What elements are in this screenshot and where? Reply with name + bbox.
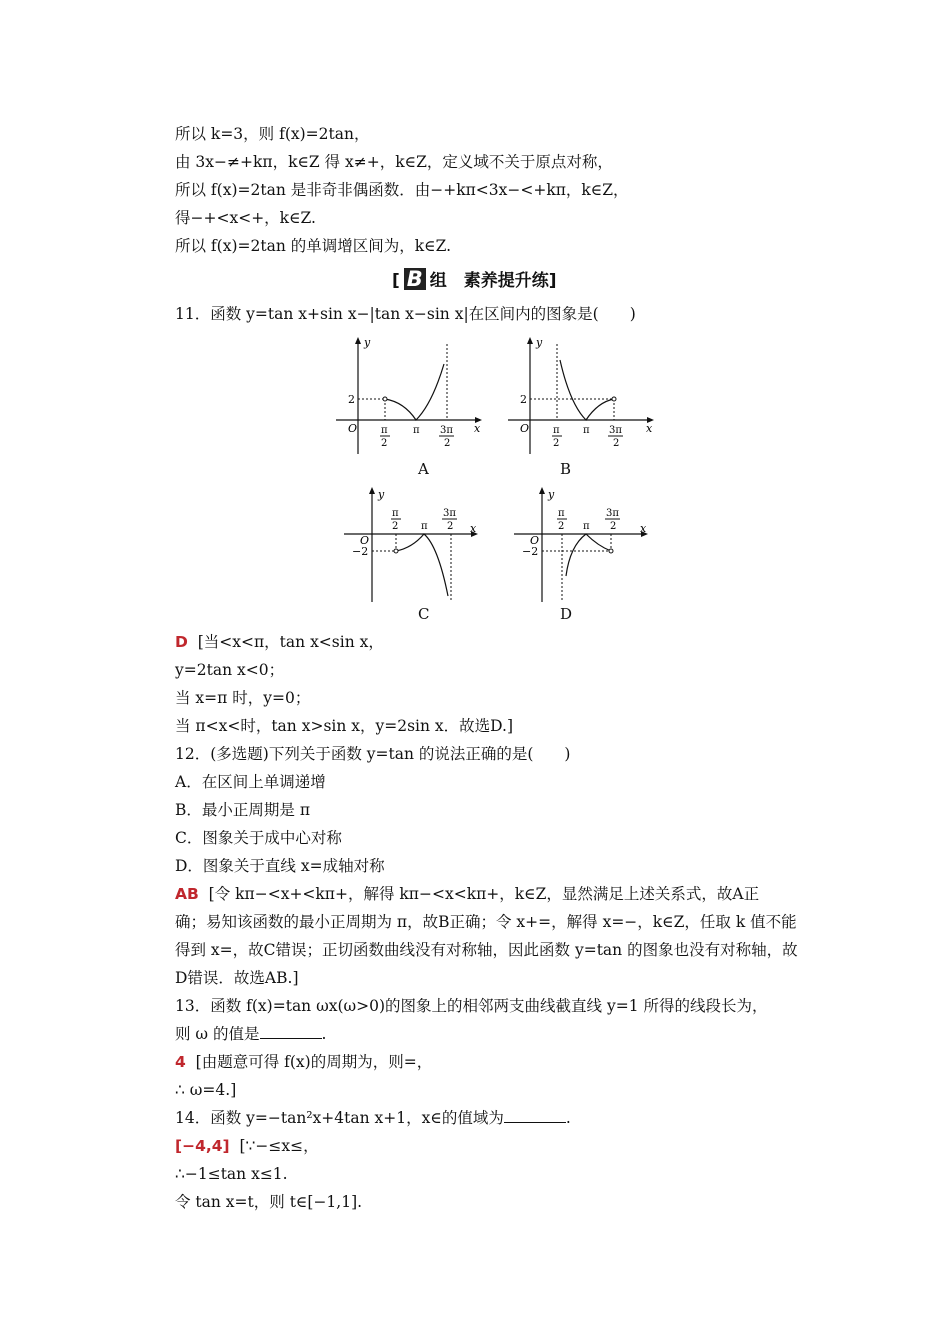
graph-b: [508, 332, 658, 458]
answer-label: 4: [175, 1053, 186, 1071]
tick-pi-half: π: [553, 425, 560, 436]
tick-3pi-half: 3π: [440, 425, 453, 436]
graph-a: [336, 332, 486, 458]
tick-3pi-half-den: 2: [447, 521, 454, 532]
stem-end: .: [321, 1025, 327, 1043]
solution-line: y=2tan x<0；: [175, 661, 285, 679]
question-13-stem: 13．函数 f(x)=tan ωx(ω>0)的图象上的相邻两支曲线截直线 y=1 所得的线段长为，: [175, 997, 768, 1015]
x-axis-label: x: [470, 522, 477, 535]
stem-end: .: [565, 1109, 571, 1127]
solution-text: [当<x<π，tan x<sin x，: [197, 633, 384, 651]
solution-text: [令 kπ−<x+<kπ+，解得 kπ−<x<kπ+，k∈Z，显然满足上述关系式，故A正: [208, 885, 760, 903]
tick-3pi-half-den: 2: [613, 438, 620, 449]
tick-pi: π: [421, 521, 428, 532]
bracket-right: ]: [548, 271, 557, 291]
group-badge: B: [404, 268, 426, 290]
solution-line: 确；易知该函数的最小正周期为 π，故B正确；令 x+=，解得 x=−，k∈Z，任取 k 值不能: [175, 913, 797, 931]
tick-label-2: 2: [348, 393, 355, 406]
x-axis-label: x: [646, 422, 653, 435]
tick-pi-half-den: 2: [381, 438, 388, 449]
tick-3pi-half-den: 2: [444, 438, 451, 449]
solution-line: D错误．故选AB.]: [175, 969, 299, 987]
option-c: C．图象关于成中心对称: [175, 829, 342, 847]
tick-3pi-half: 3π: [609, 425, 622, 436]
section-header: [392, 266, 557, 291]
tick-pi: π: [583, 425, 590, 436]
question-13-stem-cont: [175, 1024, 326, 1044]
graph-b-caption: B: [560, 460, 572, 478]
bracket-left: [: [392, 271, 400, 291]
stem-text: 14．函数 y=−tan²x+4tan x+1，x∈的值域为: [175, 1109, 504, 1127]
answer-blank: [260, 1024, 322, 1039]
solution-text: [由题意可得 f(x)的周期为，则=，: [195, 1053, 433, 1071]
answer-label: AB: [175, 885, 199, 903]
tick-pi: π: [413, 425, 420, 436]
answer-blank: [504, 1108, 566, 1123]
solution-line: 所以 f(x)=2tan 是非奇非偶函数．由−+kπ<3x−<+kπ，k∈Z，: [175, 181, 629, 199]
tick-label-2: 2: [520, 393, 527, 406]
tick-pi-half-den: 2: [558, 521, 565, 532]
tick-pi: π: [583, 521, 590, 532]
y-axis-label: y: [364, 336, 371, 349]
tick-3pi-half-den: 2: [610, 521, 617, 532]
tick-label-minus-2: −2: [522, 545, 539, 558]
question-13-solution: [175, 1052, 432, 1072]
x-axis-label: x: [640, 522, 647, 535]
question-14-solution: [175, 1136, 319, 1156]
option-b: B．最小正周期是 π: [175, 801, 311, 819]
stem-text: 则 ω 的值是: [175, 1025, 260, 1043]
y-axis-label: y: [536, 336, 543, 349]
origin-label: O: [360, 534, 370, 547]
graph-c-caption: C: [418, 605, 430, 623]
y-axis-label: y: [378, 488, 385, 501]
graph-d: [514, 484, 654, 604]
section-title: 组 素养提升练: [429, 271, 549, 291]
solution-line: 当 x=π 时，y=0；: [175, 689, 311, 707]
tick-3pi-half: 3π: [443, 508, 456, 519]
origin-label: O: [530, 534, 540, 547]
question-14-stem: [175, 1108, 571, 1128]
question-12-stem: 12．(多选题)下列关于函数 y=tan 的说法正确的是( ): [175, 745, 571, 763]
solution-text: [∵−≤x≤，: [239, 1137, 319, 1155]
question-11-solution: [175, 632, 384, 652]
option-a: A．在区间上单调递增: [175, 773, 326, 791]
tick-pi-half: π: [558, 508, 565, 519]
tick-label-minus-2: −2: [352, 545, 369, 558]
solution-line: ∴−1≤tan x≤1.: [175, 1165, 288, 1183]
tick-pi-half-den: 2: [392, 521, 399, 532]
answer-label: [−4,4]: [175, 1137, 230, 1155]
tick-3pi-half: 3π: [606, 508, 619, 519]
tick-pi-half-den: 2: [553, 438, 560, 449]
graph-a-caption: A: [418, 460, 429, 478]
question-11-stem: 11．函数 y=tan x+sin x−|tan x−sin x|在区间内的图象是( ): [175, 305, 636, 323]
solution-line: 由 3x−≠+kπ，k∈Z 得 x≠+，k∈Z，定义域不关于原点对称，: [175, 153, 613, 171]
solution-line: 得到 x=，故C错误；正切函数曲线没有对称轴，因此函数 y=tan 的图象也没有对称轴，故: [175, 941, 798, 959]
origin-label: O: [520, 422, 530, 435]
graph-d-caption: D: [560, 605, 573, 623]
question-12-solution: [175, 884, 759, 904]
solution-line: 当 π<x<时，tan x>sin x，y=2sin x．故选D.]: [175, 717, 514, 735]
option-d: D．图象关于直线 x=成轴对称: [175, 857, 385, 875]
graph-c: [344, 484, 484, 604]
tick-pi-half: π: [381, 425, 388, 436]
solution-line: ∴ ω=4.]: [175, 1081, 237, 1099]
x-axis-label: x: [474, 422, 481, 435]
solution-line: 所以 k=3，则 f(x)=2tan，: [175, 125, 370, 143]
y-axis-label: y: [548, 488, 555, 501]
solution-line: 令 tan x=t，则 t∈[−1,1].: [175, 1193, 363, 1211]
answer-label: D: [175, 633, 188, 651]
origin-label: O: [348, 422, 358, 435]
tick-pi-half: π: [392, 508, 399, 519]
solution-line: 所以 f(x)=2tan 的单调增区间为，k∈Z.: [175, 237, 452, 255]
solution-line: 得−+<x<+，k∈Z.: [175, 209, 316, 227]
